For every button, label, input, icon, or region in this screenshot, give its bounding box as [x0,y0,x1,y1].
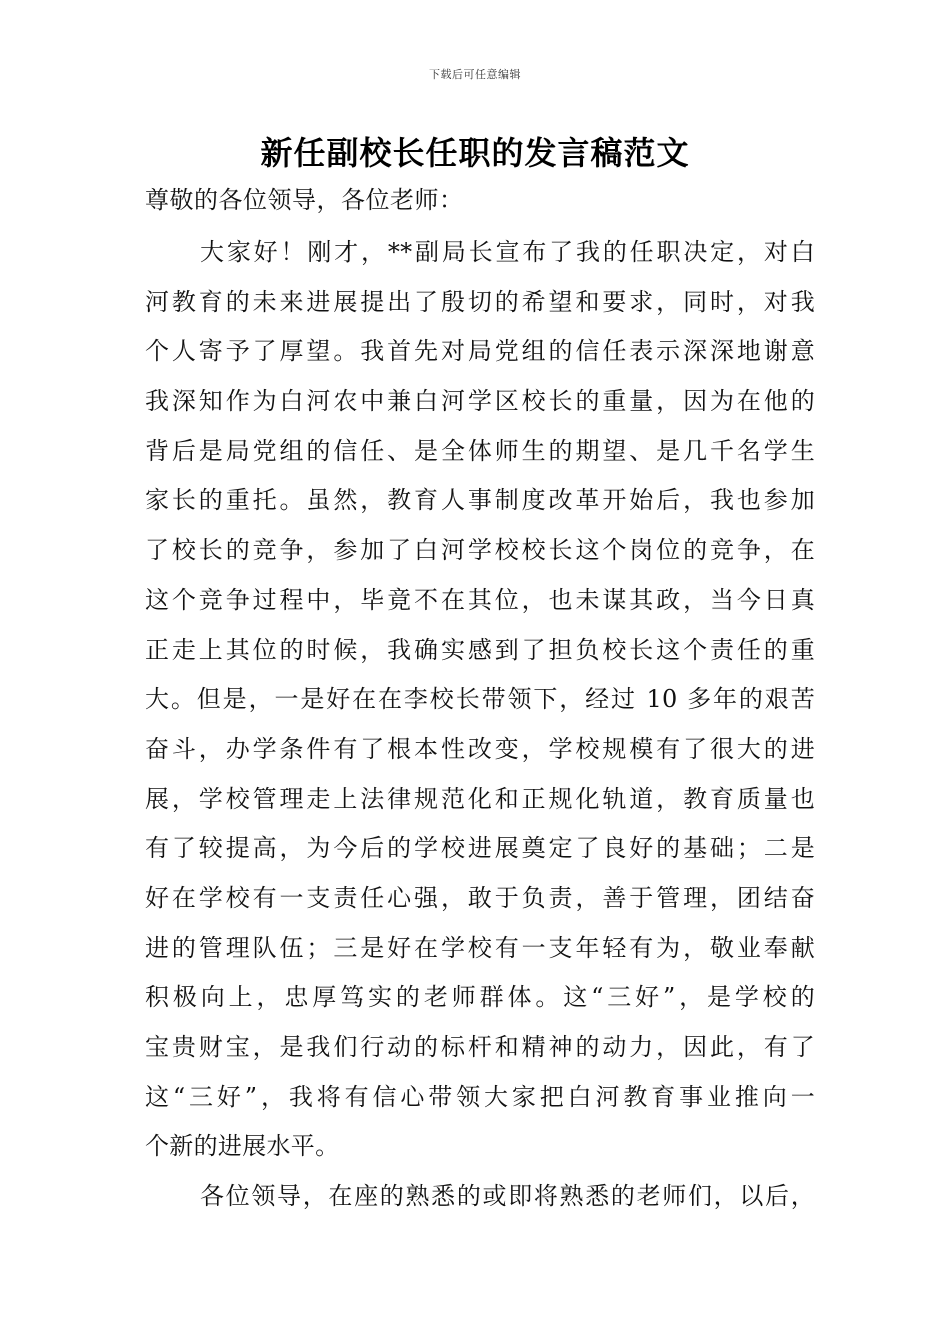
paragraph-line: 大家好！刚才，**副局长宣布了我的任职决定，对白 [200,238,815,266]
paragraph-line: 这个竞争过程中，毕竟不在其位，也未谋其政，当今日真 [145,585,815,614]
paragraph-line: 了校长的竞争，参加了白河学校校长这个岗位的竞争，在 [145,536,815,565]
paragraph-line: 我深知作为白河农中兼白河学区校长的重量，因为在他的 [145,387,815,416]
header-note: 下载后可任意编辑 [429,68,521,81]
salutation: 尊敬的各位领导，各位老师： [145,186,464,214]
paragraph-line: 这“三好”，我将有信心带领大家把白河教育事业推向一 [145,1082,815,1111]
paragraph-line: 个新的进展水平。 [145,1132,340,1161]
paragraph-line: 进的管理队伍；三是好在学校有一支年轻有为，敬业奉献 [145,933,815,962]
paragraph-line: 背后是局党组的信任、是全体师生的期望、是几千名学生 [145,436,815,465]
document-body [145,228,815,1222]
paragraph-line: 各位领导，在座的熟悉的或即将熟悉的老师们，以后， [200,1182,815,1211]
paragraph-line: 好在学校有一支责任心强，敢于负责，善于管理，团结奋 [145,883,815,912]
paragraph-line: 正走上其位的时候，我确实感到了担负校长这个责任的重 [145,635,815,664]
document-title: 新任副校长任职的发言稿范文 [260,134,690,172]
paragraph-line: 大。但是，一是好在在李校长带领下，经过 10 多年的艰苦 [145,685,815,714]
paragraph-line: 奋斗，办学条件有了根本性改变，学校规模有了很大的进 [145,734,815,763]
paragraph-line: 河教育的未来进展提出了殷切的希望和要求，同时，对我 [145,287,815,316]
paragraph-line: 家长的重托。虽然，教育人事制度改革开始后，我也参加 [145,486,815,515]
paragraph-line: 展，学校管理走上法律规范化和正规化轨道，教育质量也 [145,784,815,813]
paragraph-line: 个人寄予了厚望。我首先对局党组的信任表示深深地谢意 [145,337,815,366]
paragraph-line: 有了较提高，为今后的学校进展奠定了良好的基础；二是 [145,834,815,863]
paragraph-line: 宝贵财宝，是我们行动的标杆和精神的动力，因此，有了 [145,1033,815,1061]
paragraph-line: 积极向上，忠厚笃实的老师群体。这“三好”，是学校的 [145,983,815,1012]
